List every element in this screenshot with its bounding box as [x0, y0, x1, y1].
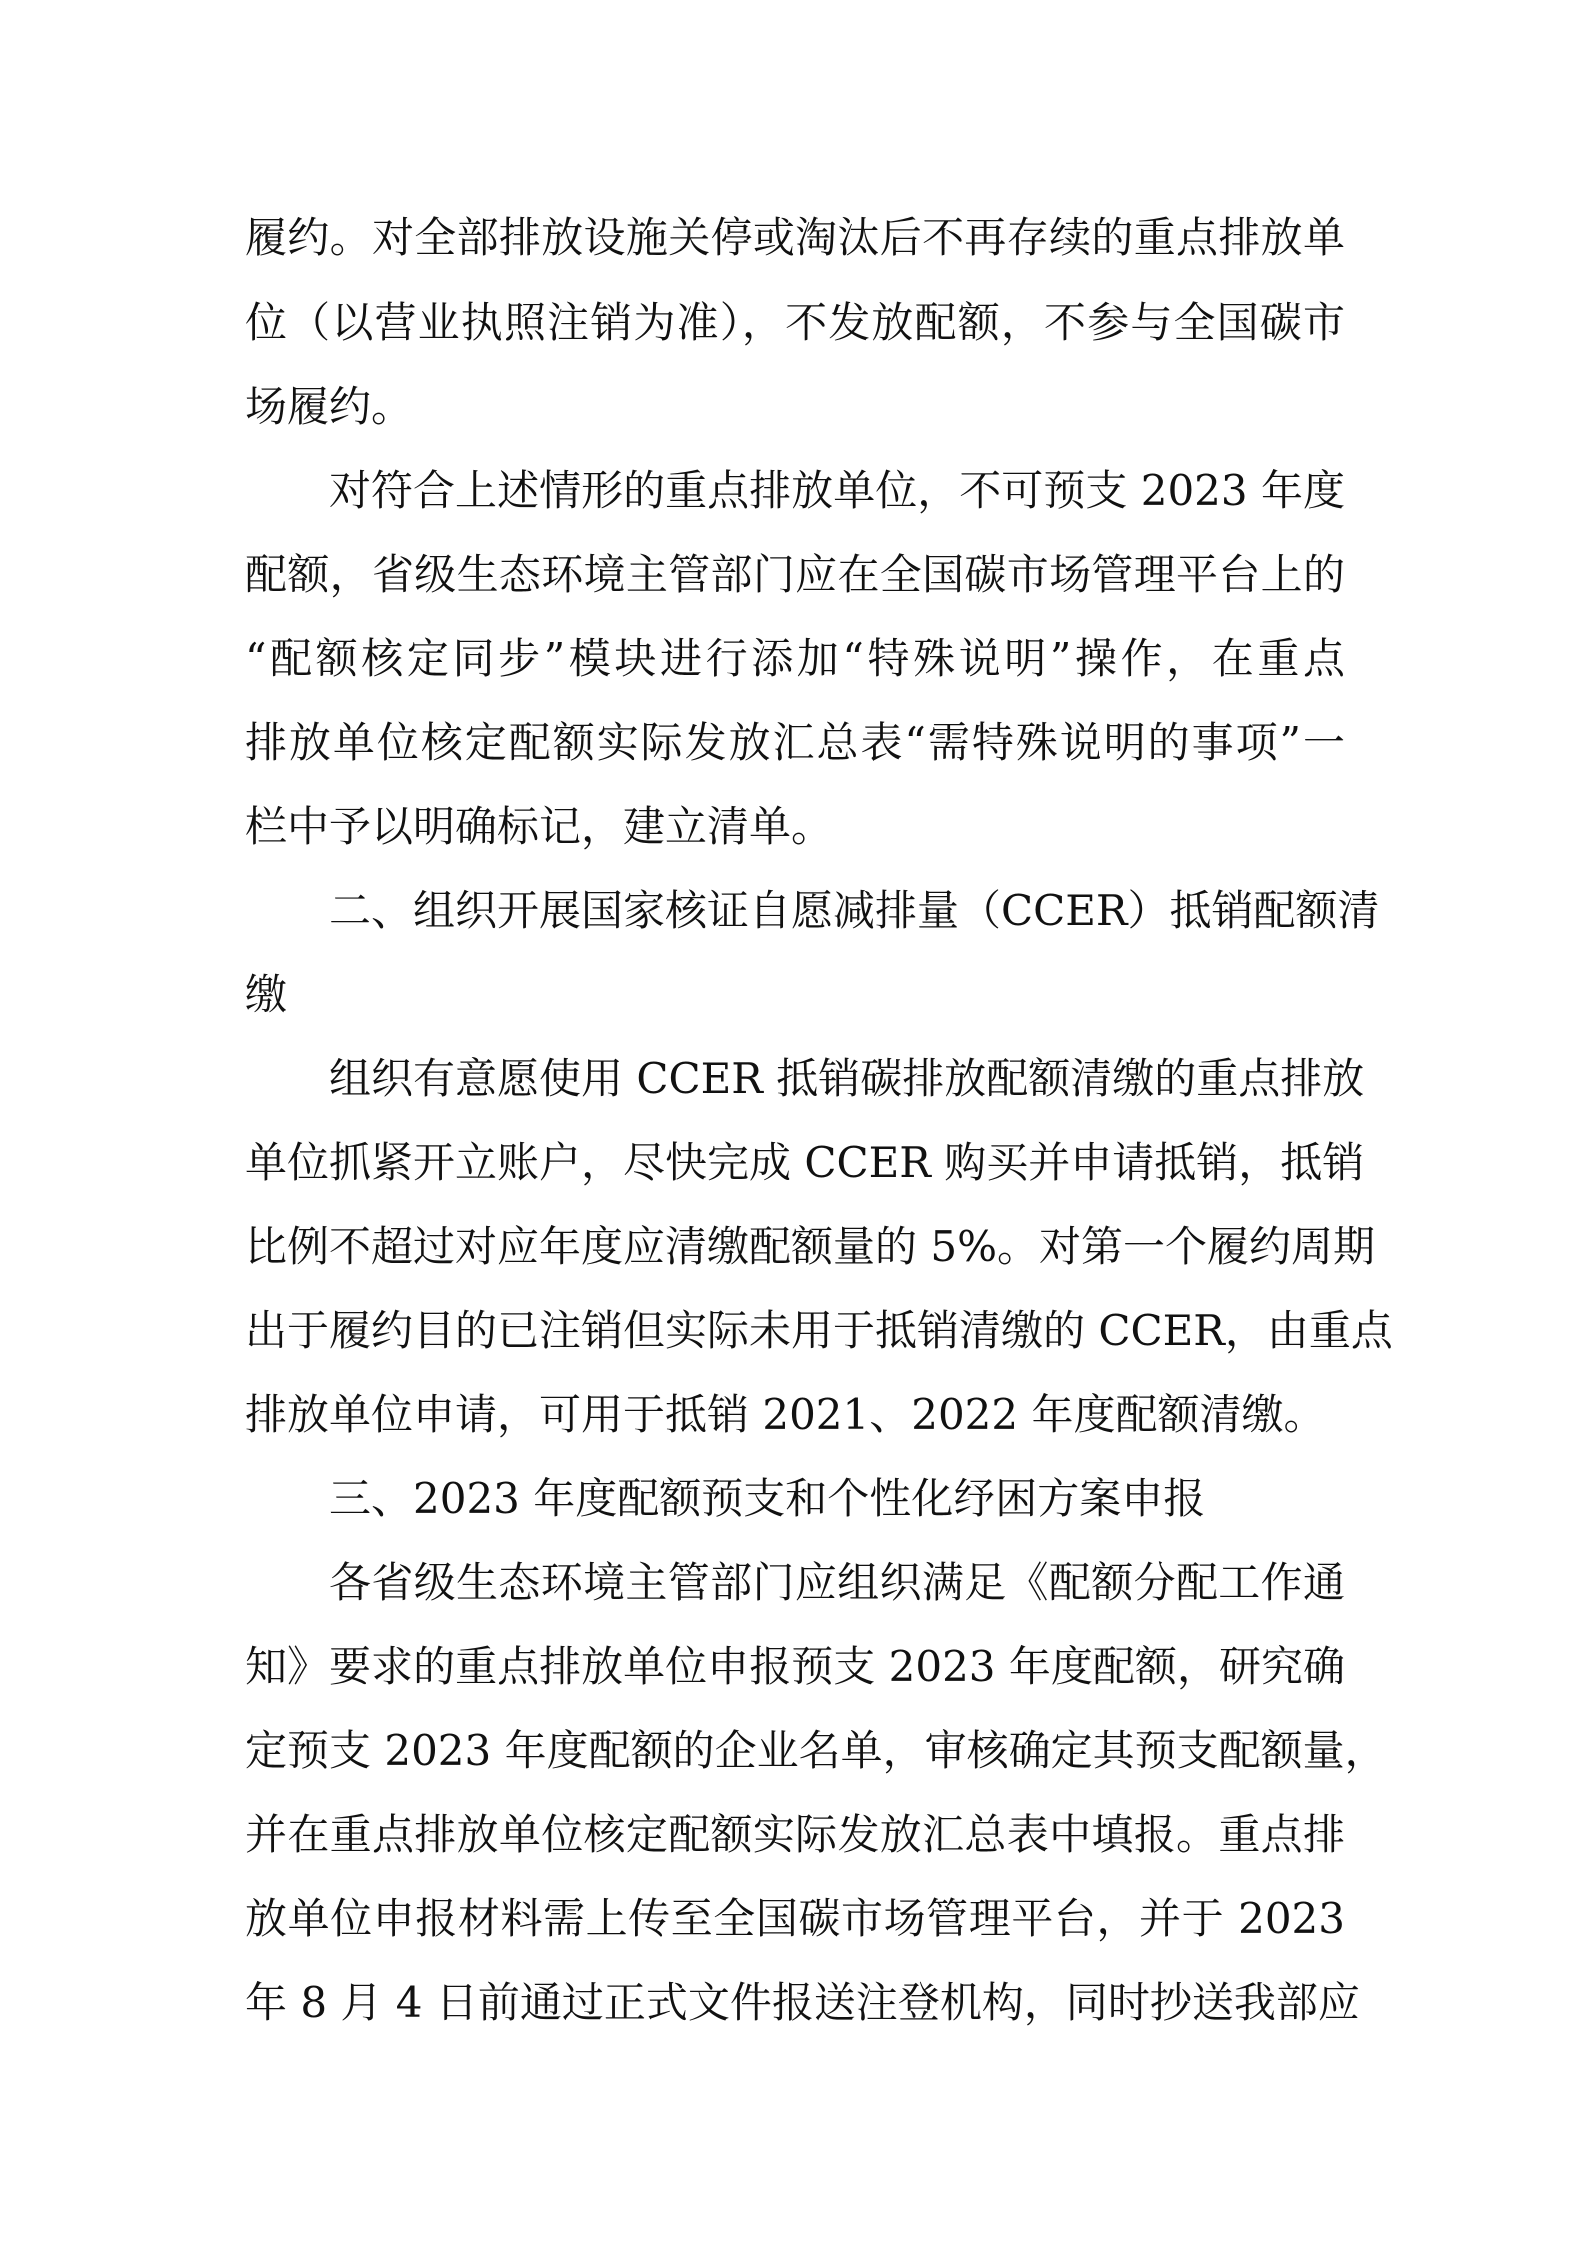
text-line: 组织有意愿使用 CCER 抵销碳排放配额清缴的重点排放	[329, 1054, 1365, 1103]
text-line: “配额核定同步”模块进行添加“特殊说明”操作，在重点	[245, 634, 1345, 683]
text-line: 栏中予以明确标记，建立清单。	[245, 802, 834, 851]
text-line: 单位抓紧开立账户，尽快完成 CCER 购买并申请抵销，抵销	[245, 1138, 1365, 1187]
text-line: 定预支 2023 年度配额的企业名单，审核确定其预支配额量，	[245, 1726, 1387, 1775]
text-line: 排放单位核定配额实际发放汇总表“需特殊说明的事项”一	[245, 718, 1345, 767]
text-line: 并在重点排放单位核定配额实际发放汇总表中填报。重点排	[245, 1810, 1345, 1859]
text-line: 位（以营业执照注销为准），不发放配额，不参与全国碳市	[245, 298, 1345, 347]
text-line: 各省级生态环境主管部门应组织满足《配额分配工作通	[329, 1558, 1345, 1607]
text-line: 对符合上述情形的重点排放单位，不可预支 2023 年度	[329, 466, 1345, 515]
section-heading: 二、组织开展国家核证自愿减排量（CCER）抵销配额清	[329, 886, 1380, 935]
text-line: 比例不超过对应年度应清缴配额量的 5%。对第一个履约周期	[245, 1222, 1375, 1271]
text-line: 放单位申报材料需上传至全国碳市场管理平台，并于 2023	[245, 1894, 1345, 1943]
text-line: 出于履约目的已注销但实际未用于抵销清缴的 CCER，由重点	[245, 1306, 1393, 1355]
text-line: 场履约。	[245, 382, 414, 431]
text-line: 配额，省级生态环境主管部门应在全国碳市场管理平台上的	[245, 550, 1345, 599]
text-line: 年 8 月 4 日前通过正式文件报送注登机构，同时抄送我部应	[245, 1978, 1360, 2027]
section-heading: 缴	[245, 970, 288, 1019]
text-line: 排放单位申请，可用于抵销 2021、2022 年度配额清缴。	[245, 1390, 1326, 1439]
text-line: 履约。对全部排放设施关停或淘汰后不再存续的重点排放单	[245, 213, 1345, 262]
text-line: 知》要求的重点排放单位申报预支 2023 年度配额，研究确	[245, 1642, 1345, 1691]
section-heading: 三、2023 年度配额预支和个性化纾困方案申报	[329, 1474, 1206, 1523]
